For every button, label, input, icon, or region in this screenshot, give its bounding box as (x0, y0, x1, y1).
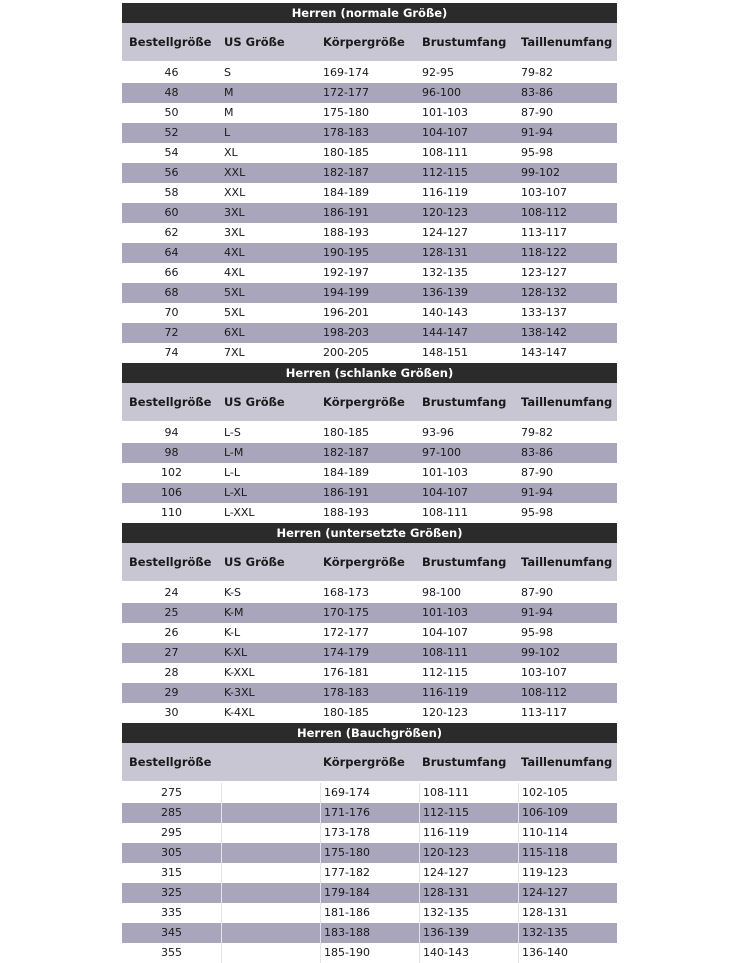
table-row (122, 283, 617, 303)
column-header: Brustumfang (422, 755, 507, 769)
table-cell: 108-111 (422, 506, 468, 519)
table-cell: 99-102 (521, 166, 560, 179)
table-cell: 98-100 (422, 586, 461, 599)
table-cell: 188-193 (323, 506, 369, 519)
table-row (122, 163, 617, 183)
table-row (122, 683, 617, 703)
table-cell: 113-117 (521, 226, 567, 239)
table-cell: 190-195 (323, 246, 369, 259)
table-cell: 83-86 (521, 86, 553, 99)
table-cell: 87-90 (521, 586, 553, 599)
table-cell: 182-187 (323, 446, 369, 459)
table-row (122, 343, 617, 363)
table-row (122, 83, 617, 103)
table-cell: 87-90 (521, 106, 553, 119)
column-header: Taillenumfang (521, 555, 613, 569)
table-cell: 172-177 (323, 86, 369, 99)
table-cell (221, 863, 320, 883)
table-cell: 200-205 (323, 346, 369, 359)
table-cell: 104-107 (422, 626, 468, 639)
column-header: Taillenumfang (521, 395, 613, 409)
table-cell: 123-127 (521, 266, 567, 279)
table-cell: 186-191 (323, 206, 369, 219)
table-cell: 184-189 (323, 466, 369, 479)
size-table-section (122, 723, 617, 963)
table-cell: 46 (164, 66, 179, 79)
table-cell: 175-180 (320, 843, 419, 863)
table-row (122, 123, 617, 143)
column-header: Körpergröße (323, 555, 405, 569)
table-row (122, 263, 617, 283)
table-row (122, 243, 617, 263)
table-cell: 181-186 (320, 903, 419, 923)
table-cell: 66 (164, 266, 179, 279)
table-row (122, 883, 617, 903)
column-header: Körpergröße (323, 35, 405, 49)
table-cell: 108-111 (422, 146, 468, 159)
table-cell (221, 903, 320, 923)
table-cell: 133-137 (521, 306, 567, 319)
table-cell (221, 823, 320, 843)
table-cell: 112-115 (422, 166, 468, 179)
table-cell: 179-184 (320, 883, 419, 903)
section-title: Herren (Bauchgrößen) (122, 723, 617, 743)
table-cell: 58 (164, 186, 179, 199)
table-cell: L-M (224, 446, 244, 459)
table-row (122, 423, 617, 443)
table-cell: K-M (224, 606, 244, 619)
table-cell: 52 (164, 126, 179, 139)
table-cell: 79-82 (521, 66, 553, 79)
column-header: Bestellgröße (129, 35, 212, 49)
table-cell: 54 (164, 146, 179, 159)
table-cell: 136-139 (422, 286, 468, 299)
table-cell: 119-123 (518, 863, 617, 883)
table-cell: 97-100 (422, 446, 461, 459)
table-cell (221, 803, 320, 823)
column-header: Bestellgröße (129, 395, 212, 409)
table-cell: 62 (164, 226, 179, 239)
table-cell: 116-119 (422, 186, 468, 199)
table-cell: XXL (224, 186, 246, 199)
table-row (122, 923, 617, 943)
table-cell: K-L (224, 626, 241, 639)
table-row (122, 463, 617, 483)
table-cell: 115-118 (518, 843, 617, 863)
table-cell: 182-187 (323, 166, 369, 179)
table-row (122, 903, 617, 923)
column-header: Brustumfang (422, 395, 507, 409)
table-cell: 102-105 (518, 783, 617, 803)
table-cell: 315 (161, 866, 182, 879)
table-cell: 3XL (224, 206, 245, 219)
table-cell: 116-119 (422, 686, 468, 699)
table-cell: 112-115 (419, 803, 518, 823)
table-cell: 96-100 (422, 86, 461, 99)
table-cell: 74 (164, 346, 179, 359)
table-cell: 325 (161, 886, 182, 899)
table-cell: 132-135 (419, 903, 518, 923)
table-row (122, 223, 617, 243)
size-table-section (122, 523, 617, 723)
table-cell: 64 (164, 246, 179, 259)
table-cell: 24 (164, 586, 179, 599)
table-cell: 138-142 (521, 326, 567, 339)
table-cell: 30 (164, 706, 179, 719)
table-row (122, 823, 617, 843)
table-cell: 180-185 (323, 426, 369, 439)
table-cell: 91-94 (521, 606, 553, 619)
column-header: US Größe (224, 35, 285, 49)
table-row (122, 703, 617, 723)
table-cell: 178-183 (323, 126, 369, 139)
table-cell: 91-94 (521, 126, 553, 139)
table-cell: 120-123 (419, 843, 518, 863)
table-cell: 174-179 (323, 646, 369, 659)
table-row (122, 183, 617, 203)
table-cell: 180-185 (323, 146, 369, 159)
table-cell: 95-98 (521, 506, 553, 519)
table-cell: 101-103 (422, 606, 468, 619)
table-cell: 68 (164, 286, 179, 299)
table-cell: 124-127 (419, 863, 518, 883)
table-cell: 285 (161, 806, 182, 819)
table-cell: L-S (224, 426, 241, 439)
table-cell: 4XL (224, 246, 245, 259)
table-row (122, 863, 617, 883)
table-cell: 128-131 (422, 246, 468, 259)
table-cell (221, 883, 320, 903)
table-cell: 185-190 (320, 943, 419, 963)
section-title: Herren (schlanke Größen) (122, 363, 617, 383)
table-cell (221, 783, 320, 803)
table-cell: 132-135 (518, 923, 617, 943)
table-cell: L-XL (224, 486, 248, 499)
table-cell: L-L (224, 466, 241, 479)
table-cell: L (224, 126, 231, 139)
table-cell: 194-199 (323, 286, 369, 299)
table-cell: 184-189 (323, 186, 369, 199)
table-cell: 6XL (224, 326, 245, 339)
table-cell: 305 (161, 846, 182, 859)
table-cell: 112-115 (422, 666, 468, 679)
column-header-row (122, 383, 617, 423)
table-cell: 99-102 (521, 646, 560, 659)
column-header: Bestellgröße (129, 555, 212, 569)
table-cell: 124-127 (422, 226, 468, 239)
table-row (122, 143, 617, 163)
table-cell: 178-183 (323, 686, 369, 699)
table-cell: 183-188 (320, 923, 419, 943)
table-cell: 93-96 (422, 426, 454, 439)
table-cell: 168-173 (323, 586, 369, 599)
column-header-row (122, 743, 617, 783)
size-chart (122, 3, 617, 963)
table-cell: 110 (161, 506, 182, 519)
table-row (122, 943, 617, 963)
table-row (122, 503, 617, 523)
column-header: Taillenumfang (521, 755, 613, 769)
table-row (122, 103, 617, 123)
table-cell: 56 (164, 166, 179, 179)
table-cell: 128-131 (518, 903, 617, 923)
table-row (122, 643, 617, 663)
table-cell: 108-111 (422, 646, 468, 659)
table-cell: 169-174 (320, 783, 419, 803)
table-cell: 92-95 (422, 66, 454, 79)
table-row (122, 203, 617, 223)
table-cell: 118-122 (521, 246, 567, 259)
table-cell: 98 (164, 446, 179, 459)
table-cell: 136-139 (419, 923, 518, 943)
table-cell: K-XL (224, 646, 248, 659)
column-header: Brustumfang (422, 35, 507, 49)
table-cell: 83-86 (521, 446, 553, 459)
table-cell: 101-103 (422, 466, 468, 479)
table-cell: 108-112 (521, 686, 567, 699)
table-row (122, 63, 617, 83)
table-row (122, 443, 617, 463)
table-row (122, 783, 617, 803)
table-row (122, 483, 617, 503)
table-cell: 186-191 (323, 486, 369, 499)
table-row (122, 843, 617, 863)
table-cell: 95-98 (521, 146, 553, 159)
table-cell: 50 (164, 106, 179, 119)
column-header: Körpergröße (323, 755, 405, 769)
section-title: Herren (normale Größe) (122, 3, 617, 23)
table-cell: 355 (161, 946, 182, 959)
table-cell: 48 (164, 86, 179, 99)
table-cell: 91-94 (521, 486, 553, 499)
table-cell: 106-109 (518, 803, 617, 823)
table-cell (221, 923, 320, 943)
table-cell: 72 (164, 326, 179, 339)
table-cell (221, 843, 320, 863)
table-cell: 70 (164, 306, 179, 319)
table-cell: 103-107 (521, 186, 567, 199)
table-cell: 172-177 (323, 626, 369, 639)
table-cell: 198-203 (323, 326, 369, 339)
table-cell: 102 (161, 466, 182, 479)
table-cell: 148-151 (422, 346, 468, 359)
table-cell: 104-107 (422, 486, 468, 499)
table-cell: 116-119 (419, 823, 518, 843)
table-cell: 196-201 (323, 306, 369, 319)
table-cell: 5XL (224, 306, 245, 319)
table-cell: 128-132 (521, 286, 567, 299)
column-header: Brustumfang (422, 555, 507, 569)
table-cell: 120-123 (422, 706, 468, 719)
table-cell: 120-123 (422, 206, 468, 219)
table-cell: 95-98 (521, 626, 553, 639)
table-cell: 170-175 (323, 606, 369, 619)
table-cell: 104-107 (422, 126, 468, 139)
table-cell: 176-181 (323, 666, 369, 679)
table-cell: 180-185 (323, 706, 369, 719)
table-cell: 60 (164, 206, 179, 219)
table-cell: 136-140 (518, 943, 617, 963)
table-cell (221, 943, 320, 963)
table-cell: 106 (161, 486, 182, 499)
table-row (122, 803, 617, 823)
table-cell: K-S (224, 586, 242, 599)
table-cell: K-3XL (224, 686, 255, 699)
table-cell: 26 (164, 626, 179, 639)
table-cell: L-XXL (224, 506, 255, 519)
table-cell: 25 (164, 606, 179, 619)
table-cell: 144-147 (422, 326, 468, 339)
table-cell: 335 (161, 906, 182, 919)
table-cell: 175-180 (323, 106, 369, 119)
table-cell: 345 (161, 926, 182, 939)
table-cell: 143-147 (521, 346, 567, 359)
table-cell: 169-174 (323, 66, 369, 79)
table-cell: 192-197 (323, 266, 369, 279)
table-row (122, 663, 617, 683)
table-cell: 29 (164, 686, 179, 699)
table-cell: 103-107 (521, 666, 567, 679)
table-row (122, 303, 617, 323)
table-cell: 5XL (224, 286, 245, 299)
column-header: Bestellgröße (129, 755, 212, 769)
table-cell: M (224, 86, 234, 99)
table-cell: 87-90 (521, 466, 553, 479)
table-cell: 113-117 (521, 706, 567, 719)
table-cell: 108-111 (419, 783, 518, 803)
table-cell: XXL (224, 166, 246, 179)
table-cell: 94 (164, 426, 179, 439)
column-header: US Größe (224, 555, 285, 569)
size-table-section (122, 3, 617, 363)
column-header-row (122, 23, 617, 63)
table-cell: S (224, 66, 231, 79)
table-cell: 110-114 (518, 823, 617, 843)
table-cell: K-XXL (224, 666, 255, 679)
table-cell: XL (224, 146, 238, 159)
table-cell: 177-182 (320, 863, 419, 883)
table-cell: 295 (161, 826, 182, 839)
table-cell: 79-82 (521, 426, 553, 439)
table-cell: 101-103 (422, 106, 468, 119)
table-cell: 188-193 (323, 226, 369, 239)
table-cell: 275 (161, 786, 182, 799)
table-cell: 7XL (224, 346, 245, 359)
table-cell: 124-127 (518, 883, 617, 903)
table-cell: 28 (164, 666, 179, 679)
table-cell: K-4XL (224, 706, 255, 719)
column-header: Körpergröße (323, 395, 405, 409)
table-cell: 108-112 (521, 206, 567, 219)
column-header: US Größe (224, 395, 285, 409)
size-table-section (122, 363, 617, 523)
table-cell: 171-176 (320, 803, 419, 823)
column-header: Taillenumfang (521, 35, 613, 49)
table-cell: 3XL (224, 226, 245, 239)
table-cell: M (224, 106, 234, 119)
table-cell: 132-135 (422, 266, 468, 279)
table-cell: 128-131 (419, 883, 518, 903)
table-row (122, 603, 617, 623)
table-row (122, 623, 617, 643)
table-cell: 27 (164, 646, 179, 659)
table-cell: 4XL (224, 266, 245, 279)
table-cell: 140-143 (422, 306, 468, 319)
column-header-row (122, 543, 617, 583)
section-title: Herren (untersetzte Größen) (122, 523, 617, 543)
table-row (122, 583, 617, 603)
table-cell: 140-143 (419, 943, 518, 963)
table-row (122, 323, 617, 343)
table-cell: 173-178 (320, 823, 419, 843)
